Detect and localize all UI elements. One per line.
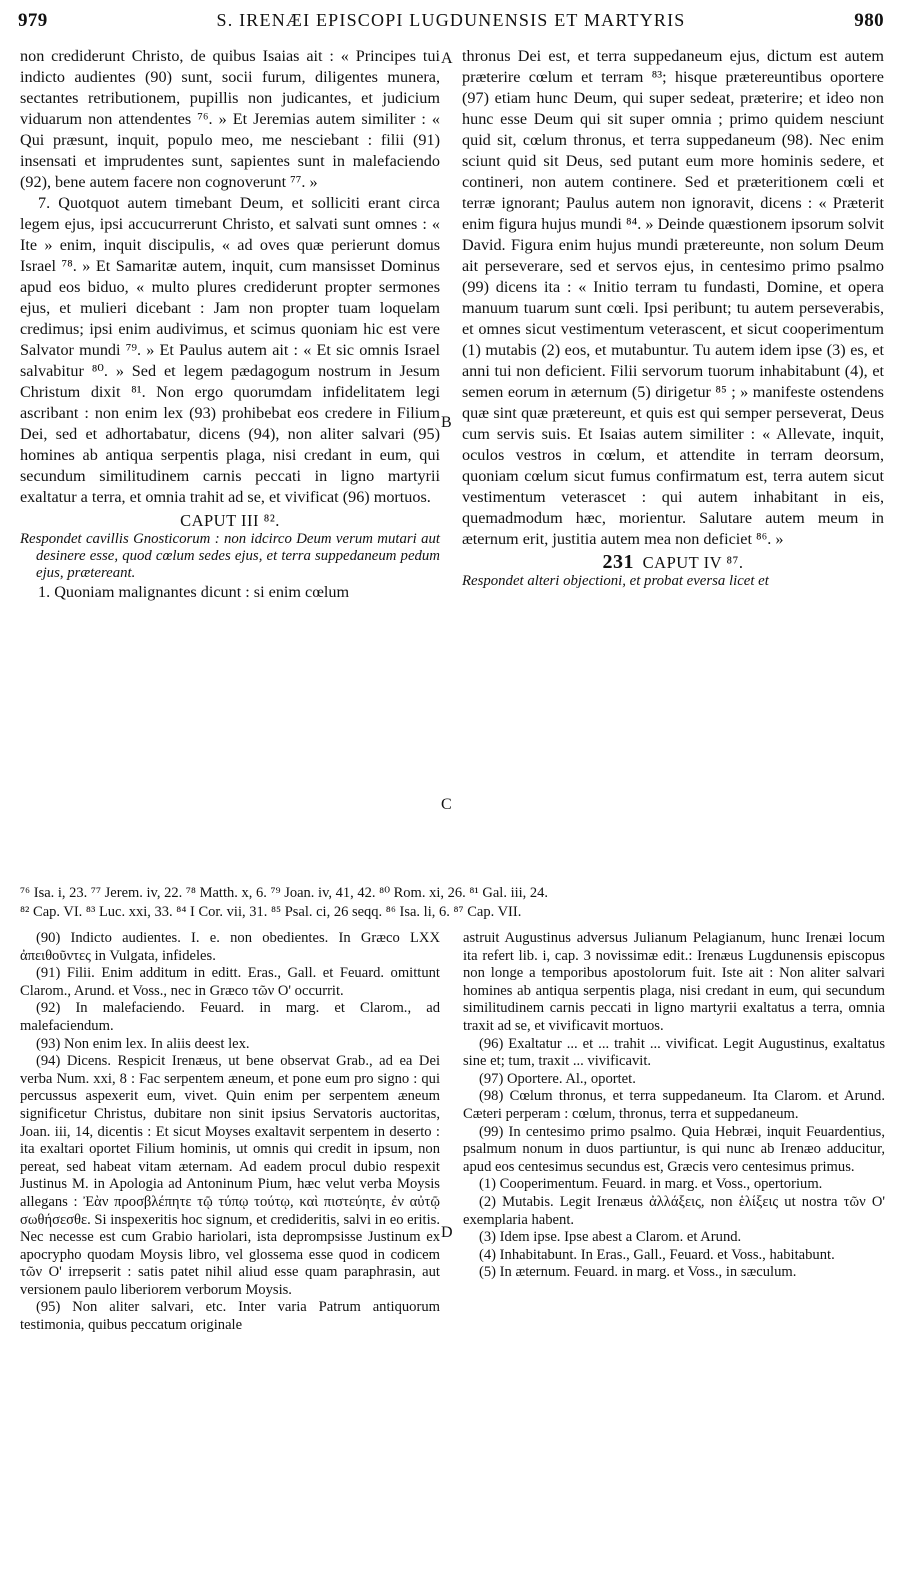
margin-letter-b: B [441, 414, 452, 431]
main-text-right-column [462, 46, 884, 590]
chapter-title: CAPUT III ⁸². [180, 511, 280, 530]
chapter-heading [462, 552, 884, 573]
footnote: (4) Inhabitabunt. In Eras., Gall., Feuard. et Voss., habitabunt. [479, 1246, 835, 1263]
reference-line: ⁸² Cap. VI. ⁸³ Luc. xxi, 33. ⁸⁴ I Cor. vii, 31. ⁸⁵ Psal. ci, 26 seqq. ⁸⁶ Isa. li, 6. ⁸⁷ Cap. VII. [20, 904, 522, 920]
margin-letter-d: D [441, 1224, 453, 1241]
footnote: (91) Filii. Enim additum in editt. Eras., Gall. et Feuard. omittunt Clarom., Arund. et Voss., nec in Græco τῶν Ο' occurrit. [20, 965, 440, 999]
chapter-margin-number: 231 [602, 551, 635, 573]
footnote: (1) Cooperimentum. Feuard. in marg. et Voss., opertorium. [479, 1176, 823, 1193]
footnote: (5) In æternum. Feuard. in marg. et Voss., in sæculum. [479, 1264, 797, 1281]
footnote: (93) Non enim lex. In aliis deest lex. [36, 1035, 250, 1052]
footnote: (2) Mutabis. Legit Irenæus ἀλλάξεις, non ἑλίξεις ut nostra τῶν Ο' exemplaria habent. [463, 1193, 885, 1228]
footnote: astruit Augustinus adversus Julianum Pelagianum, hunc Irenæi locum ita refert lib. i, cap. 3 novissimæ edit.: Irenæus Lugdunensis episcopus non longe a temporibus apostolorum fuit. Iste ait : Non aliter salvari homines ab antiqua serpentis plaga, nisi credant in eum, qui secundum similitudinem carnis peccati in ligno martyrii exaltatus a terra, omnia traxit ad se, et vivificavit mortuos. [463, 930, 885, 1034]
reference-line: ⁷⁶ Isa. i, 23. ⁷⁷ Jerem. iv, 22. ⁷⁸ Matth. x, 6. ⁷⁹ Joan. iv, 41, 42. ⁸⁰ Rom. xi, 26. ⁸¹ Gal. iii, 24. [20, 885, 549, 901]
paragraph: non crediderunt Christo, de quibus Isaias ait : « Principes tui indicto audientes (90) sunt, socii furum, diligentes munera, sectantes retributionem, pupillis non judicantes, et judicium viduarum non attendentes ⁷⁶. » Et Jeremias autem similiter : « Qui præsunt, inquit, populo meo, me nesciebant : filii (91) insensati et imprudentes sunt, sapientes sunt in malefaciendo (92), bene autem facere non cognoverunt ⁷⁷. » [20, 47, 440, 191]
running-header [18, 10, 884, 40]
footnote: (92) In malefaciendo. Feuard. in marg. et Clarom., ad malefaciendum. [20, 1000, 440, 1034]
chapter-summary: Respondet alteri objectioni, et probat eversa licet et [462, 573, 769, 589]
running-title: S. IRENÆI EPISCOPI LUGDUNENSIS ET MARTYRIS [216, 10, 686, 30]
margin-letter-a: A [441, 50, 453, 67]
chapter-heading [20, 510, 440, 531]
footnote: (96) Exaltatur ... et ... trahit ... vivificat. Legit Augustinus, exaltatus sine et; tum, traxit ... vivificavit. [463, 1035, 885, 1070]
paragraph: 1. Quoniam malignantes dicunt : si enim cœlum [38, 583, 350, 601]
footnote: (95) Non aliter salvari, etc. Inter varia Patrum antiquorum testimonia, quibus peccatum originale [20, 1299, 440, 1334]
chapter-title: CAPUT IV ⁸⁷. [642, 553, 744, 572]
footnote: (97) Oportere. Al., oportet. [479, 1070, 636, 1087]
paragraph: 7. Quotquot autem timebant Deum, et solliciti erant circa legem ejus, ipsi accucurrerunt Christo, et salvati sunt omnes : « Ite » enim, inquit discipulis, « ad oves quæ perierunt domus Israel ⁷⁸. » Et Samaritæ autem, inquit, cum mansisset Dominus apud eos biduo, « multo plures crediderunt propter sermones ejus, et mulieri dicebant : Jam non propter tuam loquelam credimus; ipsi enim audivimus, et scimus quoniam hic est vere Salvator mundi ⁷⁹. » Et Paulus autem ait : « Et sic omnis Israel salvabitur ⁸⁰. » Sed et legem pædagogum nostrum in Jesum Christum dixit ⁸¹. Non ergo quorumdam infidelitatem legi ascribant : non enim lex (93) prohibebat eos credere in Filium Dei, sed et adhortabatur, dicens (94), non aliter salvari (95) homines ab antiqua serpentis plaga, nisi credant in eum, qui secundum similitudinem carnis peccati in ligno martyrii exaltatur a terra, et omnia trahit ad se, et vivificat (96) mortuos. [20, 194, 440, 506]
footnotes-left-column [20, 930, 440, 1335]
margin-letter-c: C [441, 796, 452, 813]
page-number-left: 979 [18, 10, 48, 31]
chapter-summary: Respondet cavillis Gnosticorum : non idcirco Deum verum mutari aut desinere esse, quod cœlum sedes ejus, et terra suppedaneum pedum ejus, prætereant. [20, 531, 440, 581]
main-text-left-column [20, 46, 440, 603]
footnote: (94) Dicens. Respicit Irenæus, ut bene observat Grab., ad ea Dei verba Num. xxi, 8 : Fac serpentem æneum, et pone eum pro signo : qui percussus aspexerit eum, vivet. Quin enim per serpentem æneum significetur Christus, dubitare non sinit ipsius Servatoris auctoritas, Joan. iii, 14, dicentis : Et sicut Moyses exaltavit serpentem in deserto : ita exaltari oportet Filium hominis, ut omnis qui credit in ipsum, non pereat, sed habeat vitam æternam. Ad eadem procul dubio respexit Justinus M. in Apologia ad Antoninum Pium, hæc velut verba Moysis allegans : Ἐὰν προσβλέπητε τῷ τύπῳ τούτῳ, καὶ πιστεύητε, ἐν αὐτῷ σωθήσεσθε. Si inspexeritis hoc signum, et credideritis, salvi in eo eritis. Nec necesse est cum Grabio hariolari, ista deprompsisse Justinum ex apocrypho quodam Moysis libro, vel glossema esse quod in codicem τῶν Ο' irrepserit : satis patet nihil aliud esse quam paraphrasin, aut versionem paulo liberiorem verborum Moysis. [20, 1053, 440, 1298]
footnotes-right-column [463, 930, 885, 1282]
footnote: (3) Idem ipse. Ipse abest a Clarom. et Arund. [479, 1229, 742, 1246]
paragraph: thronus Dei est, et terra suppedaneum ejus, dictum est autem præterire cœlum et terram ⁸³; hisque prætereuntibus oportere (97) etiam hunc Deum, qui super sedeat, præterire; et ideo non hunc esse Deum qui sit super omnia ; primo quidem nesciunt quid sit, cœlum thronus, et terra suppedaneum (98). Nec enim sciunt quid sit Deus, sed putant eum more hominis sedere, et contineri, non autem continere. Sed et præteritionem cœli et terræ ignorant; Paulus autem non ignoravit, dicens : « Præterit enim figura hujus mundi ⁸⁴. » Deinde quæstionem ipsorum solvit David. Figura enim hujus mundi prætereunte, non solum Deum ait perseverare, sed et servos ejus, in centesimo primo psalmo (99) dicens ita : « Initio terram tu fundasti, Domine, et opera manuum tuarum sunt cœli. Ipsi peribunt; tu autem perseverabis, et omnes sicut vestimentum veterascent, et sicut cooperimentum (1) mutabis (2) eos, et mutabuntur. Tu autem idem ipse (3) es, et anni tui non deficient. Filii servorum tuorum inhabitabunt (4), et semen eorum in æternum (5) dirigetur ⁸⁵ ; » manifeste ostendens quæ sint quæ prætereunt, et quis est qui semper perseverat, Deus cum servis suis. Et Isaias autem similiter : « Allevate, inquit, oculos vestros in cœlum, et attendite in terram deorsum, quoniam cœlum sicut fumus confirmatum est, terra autem sicut vestimentum veterascet : qui autem inhabitant in eis, quemadmodum hæc, morientur. Salutare autem meum in æternum erit, justitia autem mea non deficiet ⁸⁶. » [462, 47, 884, 548]
scripture-references [20, 884, 886, 922]
footnote: (98) Cœlum thronus, et terra suppedaneum. Ita Clarom. et Arund. Cæteri perperam : cœlum, thronus, terra et suppedaneum. [463, 1088, 885, 1122]
page-number-right: 980 [854, 10, 884, 31]
footnote: (99) In centesimo primo psalmo. Quia Hebræi, inquit Feuardentius, psalmum nonum in duos partiuntur, is qui nunc ab Irenæo adducitur, apud eos centesimus secundus est, Græcis vero centesimus primus. [463, 1123, 885, 1175]
footnote: (90) Indicto audientes. I. e. non obedientes. In Græco LXX ἀπειθοῦντες in Vulgata, infideles. [20, 930, 440, 964]
